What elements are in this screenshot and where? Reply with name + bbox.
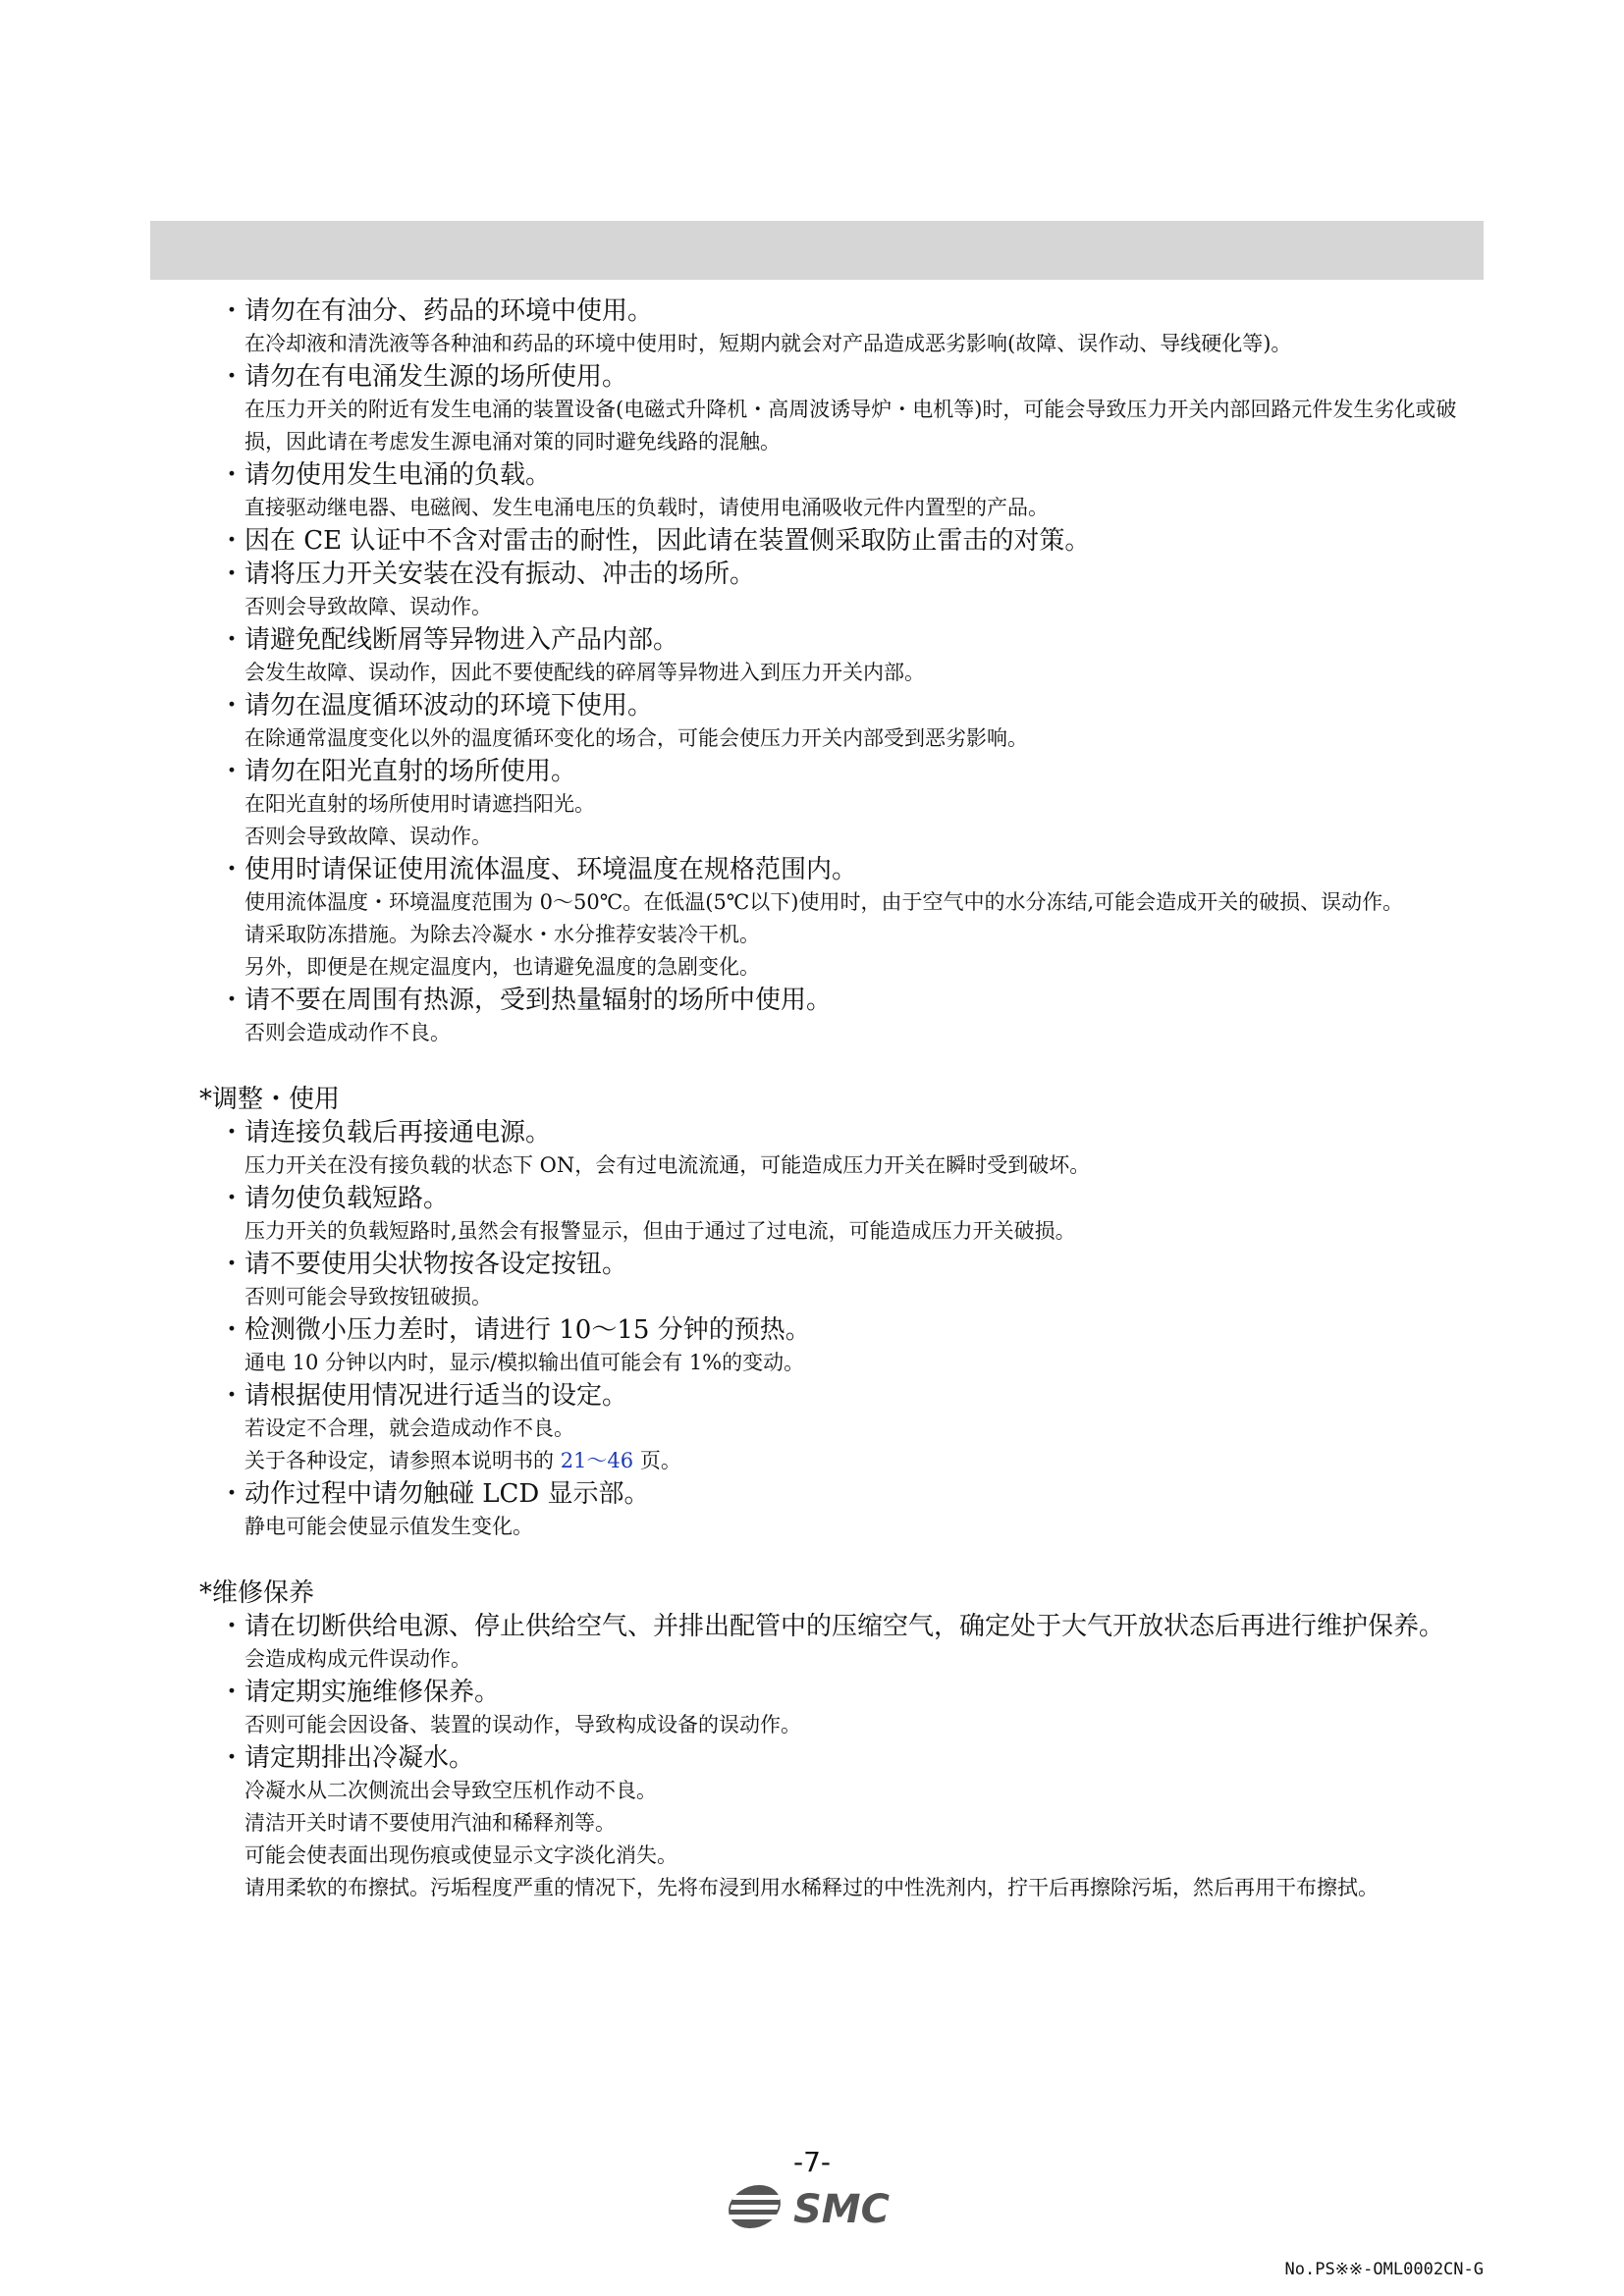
bullet-icon: ・ xyxy=(219,1678,245,1707)
item-heading-text: 请将压力开关安装在没有振动、冲击的场所。 xyxy=(244,560,756,589)
bullet-icon: ・ xyxy=(219,1612,245,1641)
item-heading xyxy=(219,1116,1495,1149)
list-item xyxy=(199,1610,1495,1676)
list-item xyxy=(199,984,1495,1049)
item-heading xyxy=(219,1676,1495,1709)
item-heading-text: 检测微小压力差时，请进行 10～15 分钟的预热。 xyxy=(244,1315,811,1345)
item-description: 在压力开关的附近有发生电涌的装置设备(电磁式升降机・高周波诱导炉・电机等)时，可能会导致压力开关内部回路元件发生劣化或破损，因此请在考虑发生源电涌对策的同时避免线路的混触。 xyxy=(244,398,1457,454)
bullet-icon: ・ xyxy=(219,1118,245,1148)
item-heading-text: 请连接负载后再接通电源。 xyxy=(244,1118,552,1148)
bullet-icon: ・ xyxy=(219,855,245,884)
bullet-icon: ・ xyxy=(219,1479,245,1509)
header-bar xyxy=(150,221,1484,280)
section-title: *调整・使用 xyxy=(199,1085,341,1114)
item-description: 若设定不合理，就会造成动作不良。 xyxy=(244,1416,574,1440)
bullet-icon: ・ xyxy=(219,1250,245,1279)
item-heading xyxy=(219,458,1495,492)
item-description: 否则会导致故障、误动作。 xyxy=(244,595,492,618)
item-description: 使用流体温度・环境温度范围为 0～50℃。在低温(5℃以下)使用时，由于空气中的水分冻结,可能会造成开关的破损、误动作。 xyxy=(244,890,1404,914)
item-description: 会造成构成元件误动作。 xyxy=(244,1647,471,1671)
item-description: 清洁开关时请不要使用汽油和稀释剂等。 xyxy=(244,1811,616,1835)
smc-logo xyxy=(729,2181,905,2232)
item-heading-text: 请根据使用情况进行适当的设定。 xyxy=(244,1381,628,1411)
list-item xyxy=(199,558,1495,623)
bullet-icon: ・ xyxy=(219,625,245,655)
list-item xyxy=(199,689,1495,755)
item-description: 会发生故障、误动作，因此不要使配线的碎屑等异物进入到压力开关内部。 xyxy=(244,661,925,684)
item-heading xyxy=(219,524,1495,558)
bullet-icon: ・ xyxy=(219,296,245,326)
item-description: 可能会使表面出现伤痕或使显示文字淡化消失。 xyxy=(244,1843,677,1867)
item-heading-text: 请在切断供给电源、停止供给空气、并排出配管中的压缩空气，确定处于大气开放状态后再进行维护保养。 xyxy=(244,1612,1445,1641)
reference-suffix: 页。 xyxy=(633,1449,681,1472)
item-description: 另外，即便是在规定温度内，也请避免温度的急剧变化。 xyxy=(244,955,760,979)
bullet-icon: ・ xyxy=(219,460,245,490)
item-heading xyxy=(219,755,1495,788)
item-heading-text: 请不要使用尖状物按各设定按钮。 xyxy=(244,1250,628,1279)
section-title: *维修保养 xyxy=(199,1578,315,1608)
bullet-icon: ・ xyxy=(219,1184,245,1213)
bullet-icon: ・ xyxy=(219,560,245,589)
item-description: 在冷却液和清洗液等各种油和药品的环境中使用时，短期内就会对产品造成恶劣影响(故障、误作动、导线硬化等)。 xyxy=(244,332,1292,355)
bullet-icon: ・ xyxy=(219,691,245,721)
bullet-icon: ・ xyxy=(219,526,245,556)
item-description: 直接驱动继电器、电磁阀、发生电涌电压的负载时，请使用电涌吸收元件内置型的产品。 xyxy=(244,496,1049,519)
item-description: 否则可能会因设备、装置的误动作，导致构成设备的误动作。 xyxy=(244,1713,801,1736)
bullet-icon: ・ xyxy=(219,757,245,786)
item-heading xyxy=(219,558,1495,591)
bullet-icon: ・ xyxy=(219,1381,245,1411)
list-item xyxy=(199,755,1495,853)
item-description: 静电可能会使显示值发生变化。 xyxy=(244,1515,533,1538)
reference-prefix: 关于各种设定，请参照本说明书的 xyxy=(244,1449,561,1472)
item-heading xyxy=(219,623,1495,657)
item-heading xyxy=(219,853,1495,886)
item-description: 否则可能会导致按钮破损。 xyxy=(244,1285,492,1308)
list-item xyxy=(199,1379,1495,1477)
item-heading-text: 请勿在阳光直射的场所使用。 xyxy=(244,757,577,786)
bullet-icon: ・ xyxy=(219,1315,245,1345)
list-item xyxy=(199,1313,1495,1379)
item-heading-text: 使用时请保证使用流体温度、环境温度在规格范围内。 xyxy=(244,855,858,884)
bullet-icon: ・ xyxy=(219,986,245,1015)
item-heading-text: 因在 CE 认证中不含对雷击的耐性，因此请在装置侧采取防止雷击的对策。 xyxy=(244,526,1091,556)
list-item xyxy=(199,524,1495,558)
item-heading-text: 请勿使用发生电涌的负载。 xyxy=(244,460,552,490)
item-description: 在除通常温度变化以外的温度循环变化的场合，可能会使压力开关内部受到恶劣影响。 xyxy=(244,726,1028,750)
list-item xyxy=(199,360,1495,458)
list-item xyxy=(199,458,1495,524)
item-heading-text: 动作过程中请勿触碰 LCD 显示部。 xyxy=(244,1479,650,1509)
item-description: 请采取防冻措施。为除去冷凝水・水分推荐安装冷干机。 xyxy=(244,923,760,946)
item-heading-text: 请勿在温度循环波动的环境下使用。 xyxy=(244,691,654,721)
item-heading-text: 请不要在周围有热源，受到热量辐射的场所中使用。 xyxy=(244,986,833,1015)
item-description: 冷凝水从二次侧流出会导致空压机作动不良。 xyxy=(244,1779,657,1802)
item-heading xyxy=(219,294,1495,328)
bullet-icon: ・ xyxy=(219,1743,245,1773)
page-range-link[interactable]: 21～46 xyxy=(560,1449,634,1472)
item-description: 在阳光直射的场所使用时请遮挡阳光。 xyxy=(244,792,595,816)
item-heading-text: 请避免配线断屑等异物进入产品内部。 xyxy=(244,625,679,655)
bullet-icon: ・ xyxy=(219,362,245,392)
item-heading xyxy=(219,689,1495,722)
item-heading xyxy=(219,1477,1495,1511)
item-heading xyxy=(219,1182,1495,1215)
svg-text:SMC: SMC xyxy=(793,2187,890,2232)
item-description: 压力开关在没有接负载的状态下 ON，会有过电流流通，可能造成压力开关在瞬时受到破坏。 xyxy=(244,1153,1091,1177)
item-heading xyxy=(219,1248,1495,1281)
document-number: No.PS※※-OML0002CN-G xyxy=(1284,2260,1484,2279)
item-heading xyxy=(219,360,1495,394)
list-item xyxy=(199,294,1495,360)
item-heading-text: 请勿在有油分、药品的环境中使用。 xyxy=(244,296,654,326)
list-item xyxy=(199,1741,1495,1807)
list-item xyxy=(199,623,1495,689)
list-item xyxy=(199,1477,1495,1543)
item-heading-text: 请定期排出冷凝水。 xyxy=(244,1743,475,1773)
item-reference xyxy=(244,1445,1484,1477)
item-heading-text: 请勿使负载短路。 xyxy=(244,1184,450,1213)
item-description: 请用柔软的布擦拭。污垢程度严重的情况下，先将布浸到用水稀释过的中性洗剂内，拧干后再擦除污垢，然后再用干布擦拭。 xyxy=(244,1876,1379,1899)
list-item xyxy=(199,1248,1495,1313)
item-heading xyxy=(219,1379,1495,1413)
item-description: 压力开关的负载短路时,虽然会有报警显示，但由于通过了过电流，可能造成压力开关破损。 xyxy=(244,1219,1076,1243)
item-description: 否则会造成动作不良。 xyxy=(244,1021,451,1044)
item-heading-text: 请定期实施维修保养。 xyxy=(244,1678,501,1707)
list-item xyxy=(199,853,1495,984)
list-item xyxy=(199,1116,1495,1182)
list-item xyxy=(199,1182,1495,1248)
page-number: -7- xyxy=(792,2146,832,2178)
item-heading xyxy=(219,1610,1495,1643)
item-description: 通电 10 分钟以内时，显示/模拟输出值可能会有 1%的变动。 xyxy=(244,1351,805,1374)
item-heading xyxy=(219,1313,1495,1347)
item-description: 否则会导致故障、误动作。 xyxy=(244,825,492,848)
list-item xyxy=(199,1676,1495,1741)
item-heading xyxy=(219,984,1495,1017)
item-heading-text: 请勿在有电涌发生源的场所使用。 xyxy=(244,362,628,392)
page-content xyxy=(199,294,1495,1904)
item-heading xyxy=(219,1741,1495,1775)
